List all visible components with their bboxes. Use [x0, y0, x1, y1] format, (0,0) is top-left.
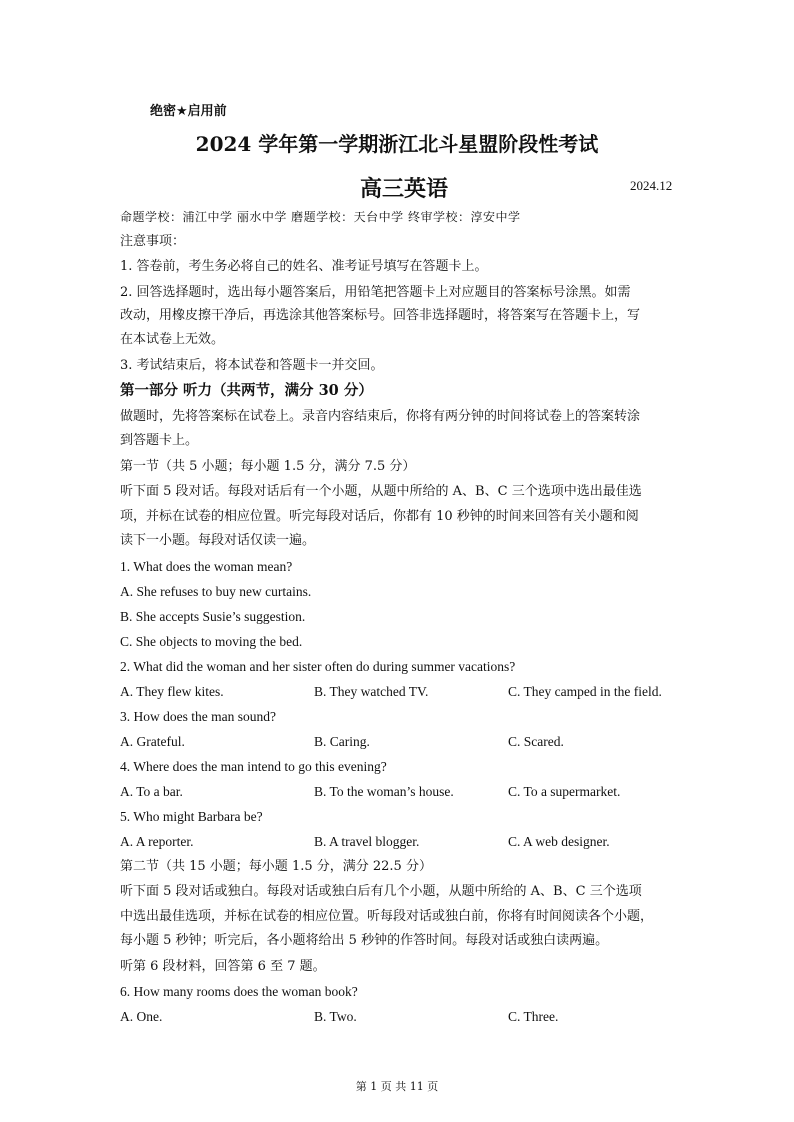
q5-option-c: C. A web designer. — [508, 834, 610, 849]
q6-option-b: B. Two. — [314, 1009, 357, 1024]
section2-instr-line-2: 中选出最佳选项，并标在试卷的相应位置。听每段对话或独白前，你将有时间阅读各个小题， — [120, 909, 654, 924]
exam-subject: 高三英语 — [360, 176, 449, 202]
q2-option-b: B. They watched TV. — [314, 684, 429, 699]
note-item-3: 3. 考试结束后，将本试卷和答题卡一并交回。 — [120, 358, 384, 373]
exam-date: 2024.12 — [630, 178, 673, 193]
section2-instr-line-1: 听下面 5 段对话或独白。每段对话或独白后有几个小题，从题中所给的 A、B、C 三个选项 — [120, 884, 642, 899]
page-number: 第 1 页 共 11 页 — [355, 1080, 439, 1093]
q2-option-c: C. They camped in the field. — [508, 684, 662, 699]
question-3: 3. How does the man sound? — [120, 709, 276, 724]
question-5: 5. Who might Barbara be? — [120, 809, 263, 824]
section1-instr-line-2: 项，并标在试卷的相应位置。听完每段对话后，你都有 10 秒钟的时间来回答有关小题和阅 — [120, 509, 639, 524]
q4-option-b: B. To the woman’s house. — [314, 784, 454, 799]
school-info: 命题学校：浦江中学 丽水中学 磨题学校：天台中学 终审学校：淳安中学 — [120, 210, 521, 224]
section1-instr-line-1: 听下面 5 段对话。每段对话后有一个小题，从题中所给的 A、B、C 三个选项中选出最佳选 — [120, 484, 642, 499]
secret-label: 绝密★启用前 — [150, 104, 227, 119]
notes-heading: 注意事项： — [120, 234, 186, 249]
part1-intro-line-2: 到答题卡上。 — [120, 433, 199, 448]
q2-option-a: A. They flew kites. — [120, 684, 224, 699]
q1-option-c: C. She objects to moving the bed. — [120, 634, 303, 649]
section1-heading: 第一节（共 5 小题；每小题 1.5 分，满分 7.5 分） — [120, 459, 416, 474]
section2-instr-line-3: 每小题 5 秒钟；听完后，各小题将给出 5 秒钟的作答时间。每段对话或独白读两遍。 — [120, 933, 609, 948]
question-6: 6. How many rooms does the woman book? — [120, 984, 358, 999]
note-item-2-line-1: 2. 回答选择题时，选出每小题答案后，用铅笔把答题卡上对应题目的答案标号涂黑。如需 — [120, 285, 631, 300]
note-item-1: 1. 答卷前，考生务必将自己的姓名、准考证号填写在答题卡上。 — [120, 259, 488, 274]
question-2: 2. What did the woman and her sister often do during summer vacations? — [120, 659, 516, 674]
question-4: 4. Where does the man intend to go this evening? — [120, 759, 387, 774]
q5-option-a: A. A reporter. — [120, 834, 194, 849]
part1-heading: 第一部分 听力（共两节，满分 30 分） — [120, 382, 373, 399]
exam-title: 2024 学年第一学期浙江北斗星盟阶段性考试 — [195, 132, 599, 156]
q1-option-a: A. She refuses to buy new curtains. — [120, 584, 312, 599]
q5-option-b: B. A travel blogger. — [314, 834, 420, 849]
q4-option-c: C. To a supermarket. — [508, 784, 621, 799]
q3-option-b: B. Caring. — [314, 734, 370, 749]
note-item-2-line-3: 在本试卷上无效。 — [120, 332, 225, 347]
q1-option-b: B. She accepts Susie’s suggestion. — [120, 609, 306, 624]
q3-option-c: C. Scared. — [508, 734, 564, 749]
section2-heading: 第二节（共 15 小题；每小题 1.5 分，满分 22.5 分） — [120, 859, 432, 874]
section2-material: 听第 6 段材料，回答第 6 至 7 题。 — [120, 959, 326, 974]
q3-option-a: A. Grateful. — [120, 734, 185, 749]
section1-instr-line-3: 读下一小题。每段对话仅读一遍。 — [120, 533, 316, 548]
note-item-2-line-2: 改动，用橡皮擦干净后，再选涂其他答案标号。回答非选择题时，将答案写在答题卡上，写 — [120, 308, 641, 323]
question-1: 1. What does the woman mean? — [120, 559, 293, 574]
q6-option-c: C. Three. — [508, 1009, 559, 1024]
part1-intro-line-1: 做题时，先将答案标在试卷上。录音内容结束后，你将有两分钟的时间将试卷上的答案转涂 — [120, 409, 641, 424]
q4-option-a: A. To a bar. — [120, 784, 183, 799]
q6-option-a: A. One. — [120, 1009, 163, 1024]
